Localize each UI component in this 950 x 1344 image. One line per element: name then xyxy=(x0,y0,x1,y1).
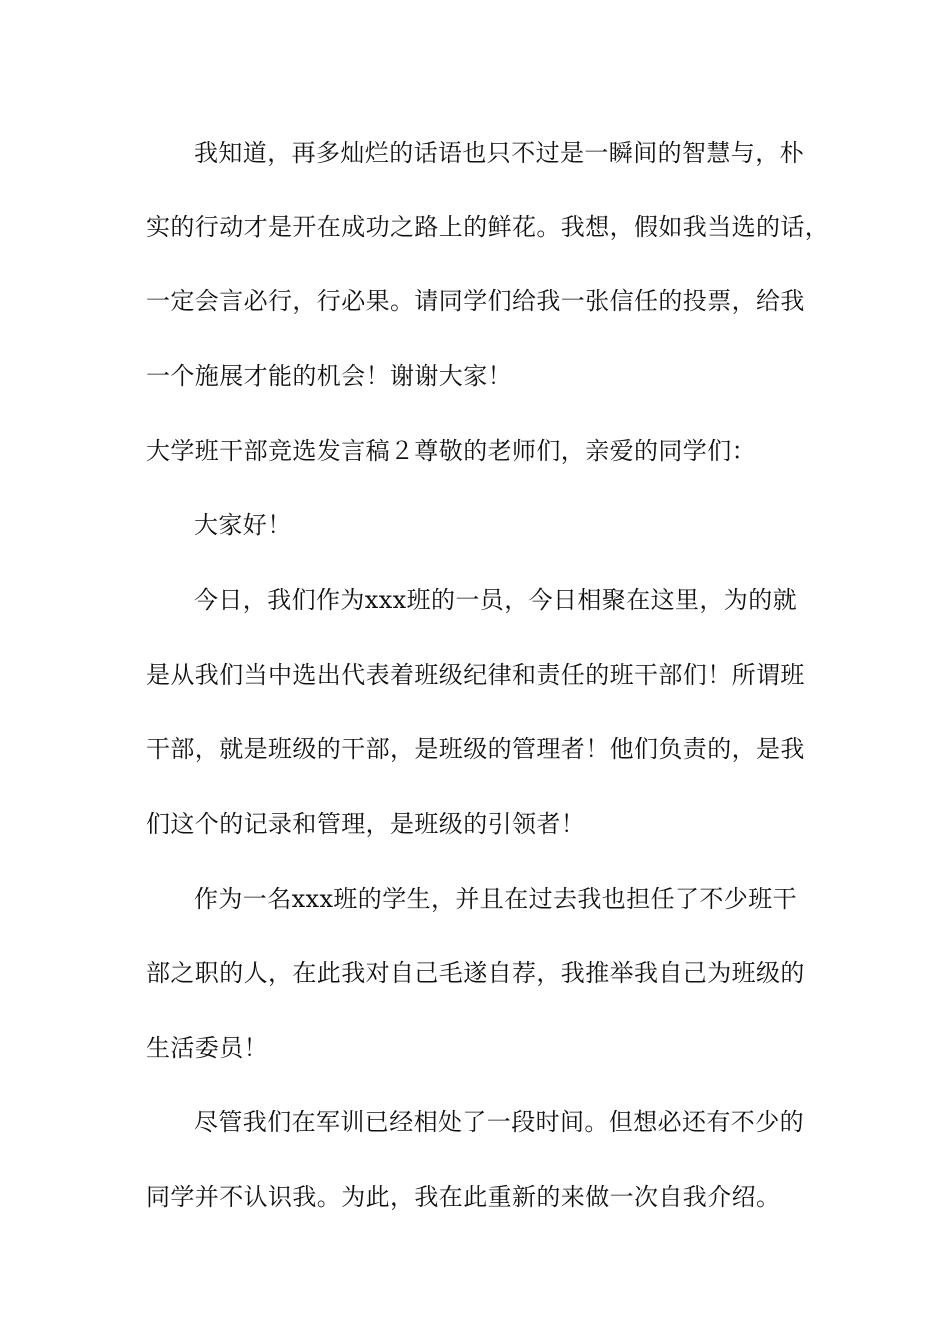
text-line: 作为一名xxx班的学生，并且在过去我也担任了不少班干 xyxy=(194,885,798,913)
section-heading-line: 大学班干部竞选发言稿２尊敬的老师们，亲爱的同学们： xyxy=(146,437,756,465)
text-line: 大家好！ xyxy=(194,511,292,539)
text-line: 们这个的记录和管理，是班级的引领者！ xyxy=(146,810,586,838)
text-line: 实的行动才是开在成功之路上的鲜花。我想，假如我当选的话， xyxy=(146,213,830,241)
text-line: 一个施展才能的机会！谢谢大家！ xyxy=(146,362,512,390)
text-line: 一定会言必行，行必果。请同学们给我一张信任的投票，给我 xyxy=(146,287,805,315)
text-line: 同学并不认识我。为此，我在此重新的来做一次自我介绍。 xyxy=(146,1183,781,1211)
text-line: 部之职的人，在此我对自己毛遂自荐，我推举我自己为班级的 xyxy=(146,959,805,987)
text-line: 我知道，再多灿烂的话语也只不过是一瞬间的智慧与，朴 xyxy=(194,139,804,167)
text-line: 生活委员！ xyxy=(146,1034,268,1062)
text-line: 今日，我们作为xxx班的一员，今日相聚在这里，为的就 xyxy=(194,586,798,614)
text-line: 干部，就是班级的干部，是班级的管理者！他们负责的，是我 xyxy=(146,735,805,763)
text-line: 尽管我们在军训已经相处了一段时间。但想必还有不少的 xyxy=(194,1108,804,1136)
text-line: 是从我们当中选出代表着班级纪律和责任的班干部们！所谓班 xyxy=(146,661,805,689)
